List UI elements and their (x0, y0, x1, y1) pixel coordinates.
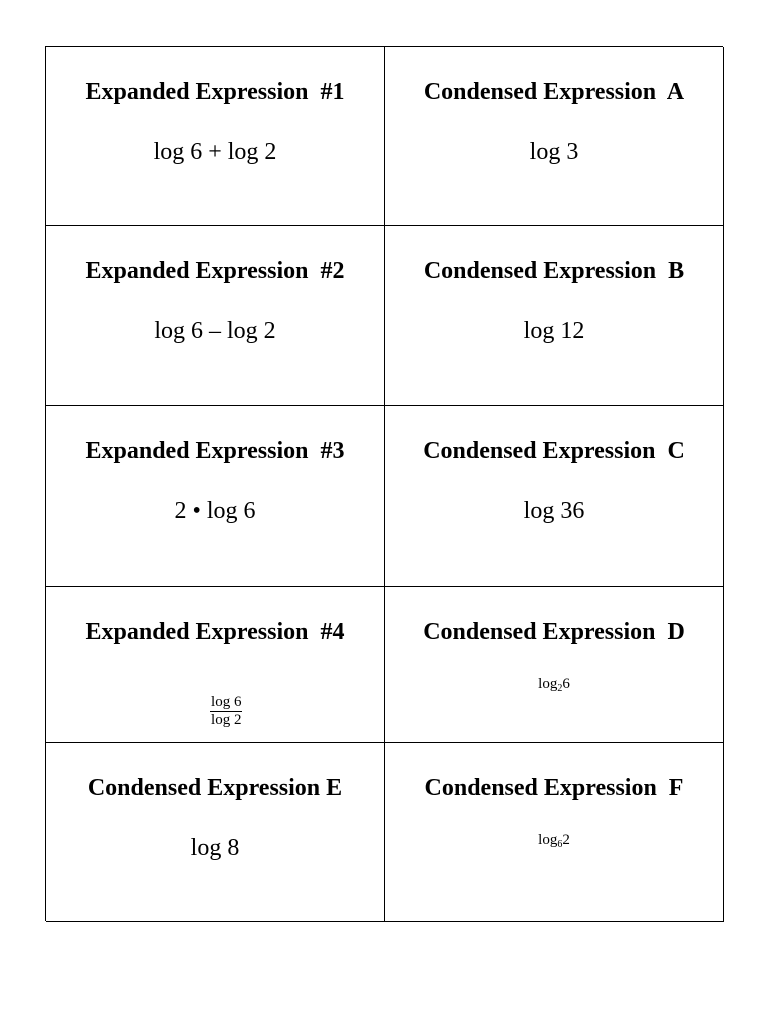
card-title: Condensed Expression B (423, 258, 685, 284)
card-expression: log 6 – log 2 (154, 318, 276, 344)
log-base: 2 (557, 683, 563, 694)
fraction-numerator: log 6 (211, 694, 242, 710)
log-base: 6 (557, 839, 563, 850)
card-condensed-c (385, 406, 724, 587)
card-condensed-b (385, 226, 724, 406)
log-prefix: log (538, 676, 558, 692)
card-expanded-4 (46, 587, 385, 743)
card-title: Expanded Expression #3 (85, 438, 345, 464)
card-title: Condensed Expression C (423, 438, 685, 464)
card-expression: log 36 (523, 498, 585, 524)
card-title: Condensed Expression F (424, 775, 684, 801)
card-expression: log 8 (190, 835, 240, 861)
card-condensed-a (385, 47, 724, 226)
card-title: Expanded Expression #1 (85, 79, 345, 105)
fraction (210, 694, 242, 729)
card-expression: 2 • log 6 (174, 498, 256, 524)
card-condensed-f (385, 743, 724, 922)
card-title: Condensed Expression D (423, 619, 685, 645)
card-expanded-1 (46, 47, 385, 226)
log-prefix: log (538, 832, 558, 848)
card-expression-log-base (385, 831, 723, 851)
card-title: Expanded Expression #2 (85, 258, 345, 284)
card-expanded-2 (46, 226, 385, 406)
card-expression: log 6 + log 2 (153, 139, 277, 165)
log-argument: 2 (562, 832, 570, 848)
card-title: Expanded Expression #4 (85, 619, 345, 645)
card-expanded-3 (46, 406, 385, 587)
card-expression: log 12 (523, 318, 585, 344)
card-expression: log 3 (529, 139, 579, 165)
card-title: Condensed Expression E (87, 775, 343, 801)
log-argument: 6 (562, 676, 570, 692)
card-expression-fraction (46, 675, 384, 747)
card-grid (45, 46, 723, 921)
fraction-denominator: log 2 (211, 712, 242, 728)
card-title: Condensed Expression A (423, 79, 685, 105)
card-condensed-e (46, 743, 385, 922)
card-expression-log-base (385, 675, 723, 695)
card-condensed-d (385, 587, 724, 743)
